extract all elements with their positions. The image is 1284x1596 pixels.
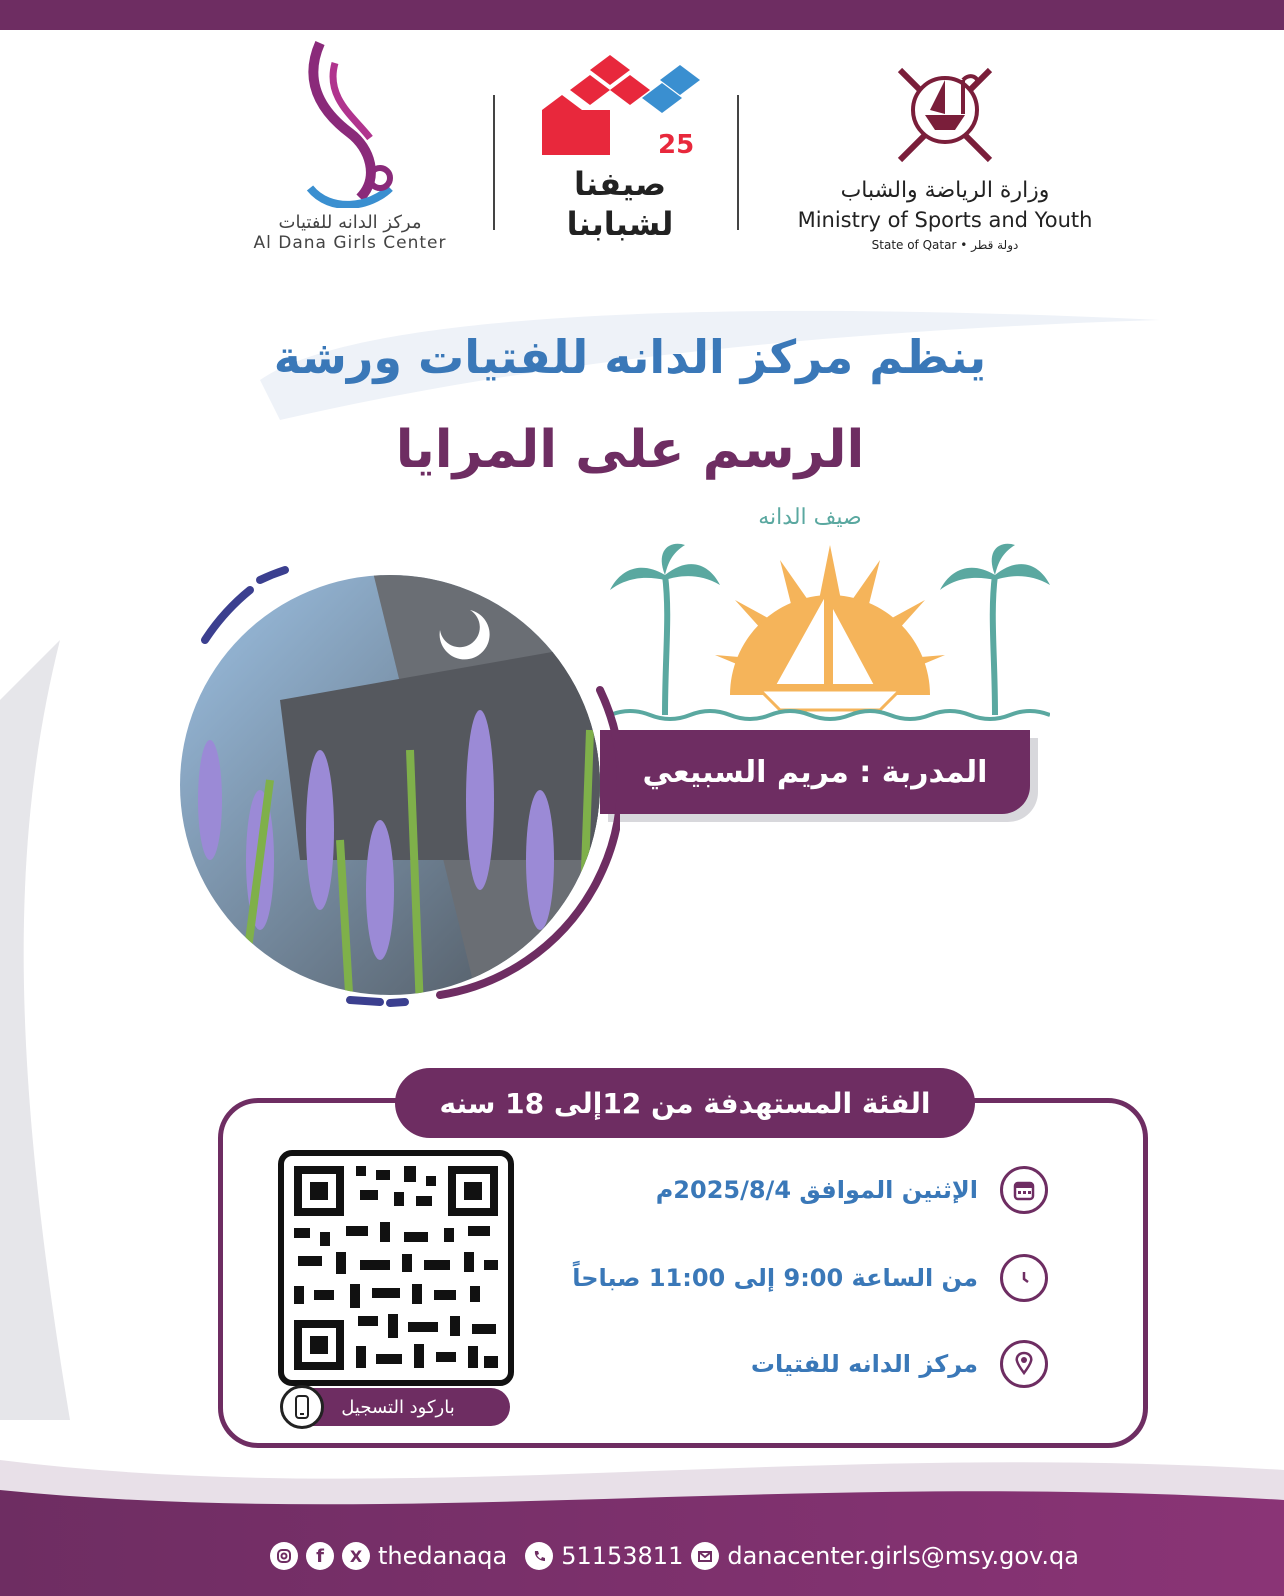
- dana-logo-mark-icon: [240, 38, 460, 208]
- dana-logo-arabic: مركز الدانه للفتيات: [278, 212, 422, 233]
- footer-contact: [270, 1536, 1090, 1576]
- summer-badge-text: صيف الدانه: [758, 505, 862, 530]
- trainer-name: المدربة : مريم السبيعي: [642, 754, 988, 790]
- summer-logo-line2: لشبابنا: [566, 205, 674, 243]
- sun-sailboat-palms-icon: [610, 535, 1050, 725]
- date-text: الإثنين الموافق 2025/8/4م: [655, 1176, 978, 1204]
- target-group-pill: [395, 1068, 975, 1138]
- ministry-english: Ministry of Sports and Youth: [797, 208, 1093, 232]
- left-swoosh-decoration: [0, 640, 90, 1420]
- phone-icon: [280, 1385, 324, 1429]
- summer-logo: [530, 50, 710, 250]
- info-row-time: [528, 1254, 1048, 1302]
- qr-label-text: باركود التسجيل: [341, 1396, 455, 1418]
- ministry-state: State of Qatar • دولة قطر: [871, 238, 1019, 252]
- footer-phone[interactable]: 51153811: [561, 1542, 684, 1570]
- clock-icon: [1000, 1254, 1048, 1302]
- top-bar: [0, 0, 1284, 30]
- email-icon[interactable]: [691, 1542, 719, 1570]
- trainer-pill: [600, 730, 1030, 814]
- whatsapp-icon[interactable]: [525, 1542, 553, 1570]
- summer-logo-number: 25: [658, 130, 695, 160]
- footer-handle[interactable]: thedanaqa: [378, 1542, 508, 1570]
- title-line1: ينظم مركز الدانه للفتيات ورشة: [273, 330, 987, 384]
- footer-email[interactable]: danacenter.girls@msy.gov.qa: [727, 1542, 1079, 1570]
- target-group-text: الفئة المستهدفة من 12إلى 18 سنه: [439, 1086, 931, 1120]
- info-row-date: [528, 1166, 1048, 1214]
- qr-code-icon: [284, 1156, 508, 1380]
- dana-logo: [240, 38, 460, 268]
- registration-qr-code[interactable]: [278, 1150, 514, 1386]
- facebook-icon[interactable]: f: [306, 1542, 334, 1570]
- calendar-icon: [1000, 1166, 1048, 1214]
- workshop-photo: [180, 560, 620, 1010]
- location-pin-icon: [1000, 1340, 1048, 1388]
- qatar-emblem-icon: [885, 50, 1005, 170]
- x-icon[interactable]: X: [342, 1542, 370, 1570]
- logo-divider-left: [493, 95, 495, 230]
- ministry-arabic: وزارة الرياضة والشباب: [840, 178, 1050, 203]
- title-line2: الرسم على المرايا: [395, 420, 865, 480]
- info-row-location: [528, 1340, 1048, 1388]
- ministry-logo: [780, 50, 1110, 260]
- location-text: مركز الدانه للفتيات: [750, 1350, 978, 1378]
- summer-logo-line1: صيفنا: [573, 165, 667, 203]
- dana-logo-english: Al Dana Girls Center: [253, 233, 447, 253]
- summer-badge: [610, 505, 1050, 735]
- instagram-icon[interactable]: [270, 1542, 298, 1570]
- time-text: من الساعة 9:00 إلى 11:00 صباحاً: [572, 1264, 978, 1292]
- logo-divider-right: [737, 95, 739, 230]
